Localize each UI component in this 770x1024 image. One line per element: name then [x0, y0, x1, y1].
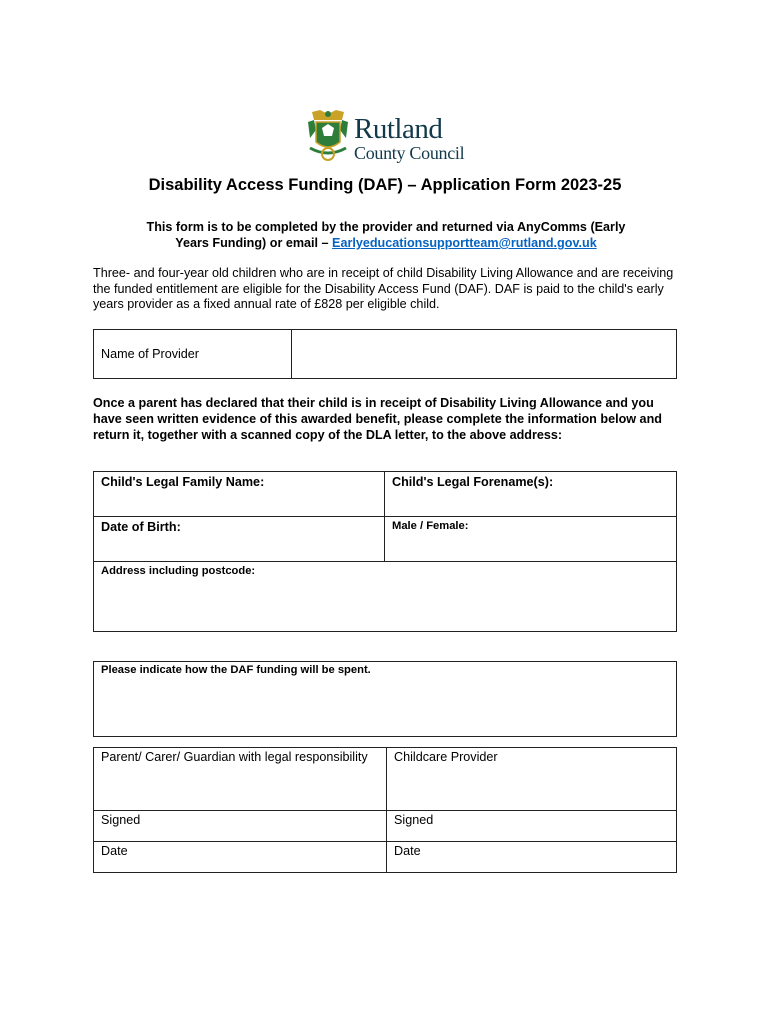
logo-name: Rutland	[354, 113, 443, 145]
provider-name-field[interactable]	[292, 330, 677, 379]
provider-name-label: Name of Provider	[94, 330, 292, 379]
provider-date-field[interactable]	[387, 842, 677, 873]
address-field[interactable]	[94, 562, 677, 632]
address-label: Address including postcode:	[101, 565, 256, 577]
parent-signed-label: Signed	[101, 813, 141, 827]
forename-field[interactable]	[385, 472, 677, 517]
page-title: Disability Access Funding (DAF) – Application Form 2023-25	[148, 176, 622, 194]
parent-cell	[94, 748, 387, 811]
parent-date-field[interactable]	[94, 842, 387, 873]
parent-signed-field[interactable]	[94, 811, 387, 842]
gender-field[interactable]	[385, 517, 677, 562]
parent-label: Parent/ Carer/ Guardian with legal responsibility	[101, 750, 368, 764]
gender-label: Male / Female:	[392, 520, 469, 532]
provider-date-label: Date	[394, 844, 421, 858]
provider-label: Childcare Provider	[394, 750, 498, 764]
provider-signed-label: Signed	[394, 813, 434, 827]
provider-signed-field[interactable]	[387, 811, 677, 842]
email-link[interactable]: Earlyeducationsupportteam@rutland.gov.uk	[332, 236, 597, 250]
child-details-table	[93, 471, 677, 632]
forename-label: Child's Legal Forename(s):	[392, 475, 554, 489]
form-instructions	[96, 219, 676, 251]
instructions-line2: Years Funding) or email –	[175, 236, 333, 250]
intro-paragraph: Three- and four-year old children who are in receipt of child Disability Living Allowance and are receiving the funded entitlement are eligible for the Disability Access Fund (DAF). DAF is paid to the child's early years provider as a fixed annual rate of £828 per eligible child.	[93, 266, 674, 311]
council-logo	[306, 108, 466, 164]
family-name-field[interactable]	[94, 472, 385, 517]
funding-table	[93, 661, 677, 737]
funding-field[interactable]	[94, 662, 677, 737]
dob-label: Date of Birth:	[101, 520, 181, 534]
signature-table	[93, 747, 677, 873]
dob-field[interactable]	[94, 517, 385, 562]
funding-label: Please indicate how the DAF funding will be spent.	[101, 664, 371, 676]
instructions-line1: This form is to be completed by the provider and returned via AnyComms (Early	[146, 220, 626, 234]
parent-date-label: Date	[101, 844, 128, 858]
provider-cell	[387, 748, 677, 811]
rutland-crest-icon	[306, 108, 350, 164]
provider-table	[93, 329, 677, 379]
dla-notice: Once a parent has declared that their child is in receipt of Disability Living Allowance and you have seen written evidence of this awarded benefit, please complete the information below and return it, together with a scanned copy of the DLA letter, to the above address:	[93, 396, 662, 442]
logo-subname: County Council	[354, 143, 465, 163]
family-name-label: Child's Legal Family Name:	[101, 475, 265, 489]
